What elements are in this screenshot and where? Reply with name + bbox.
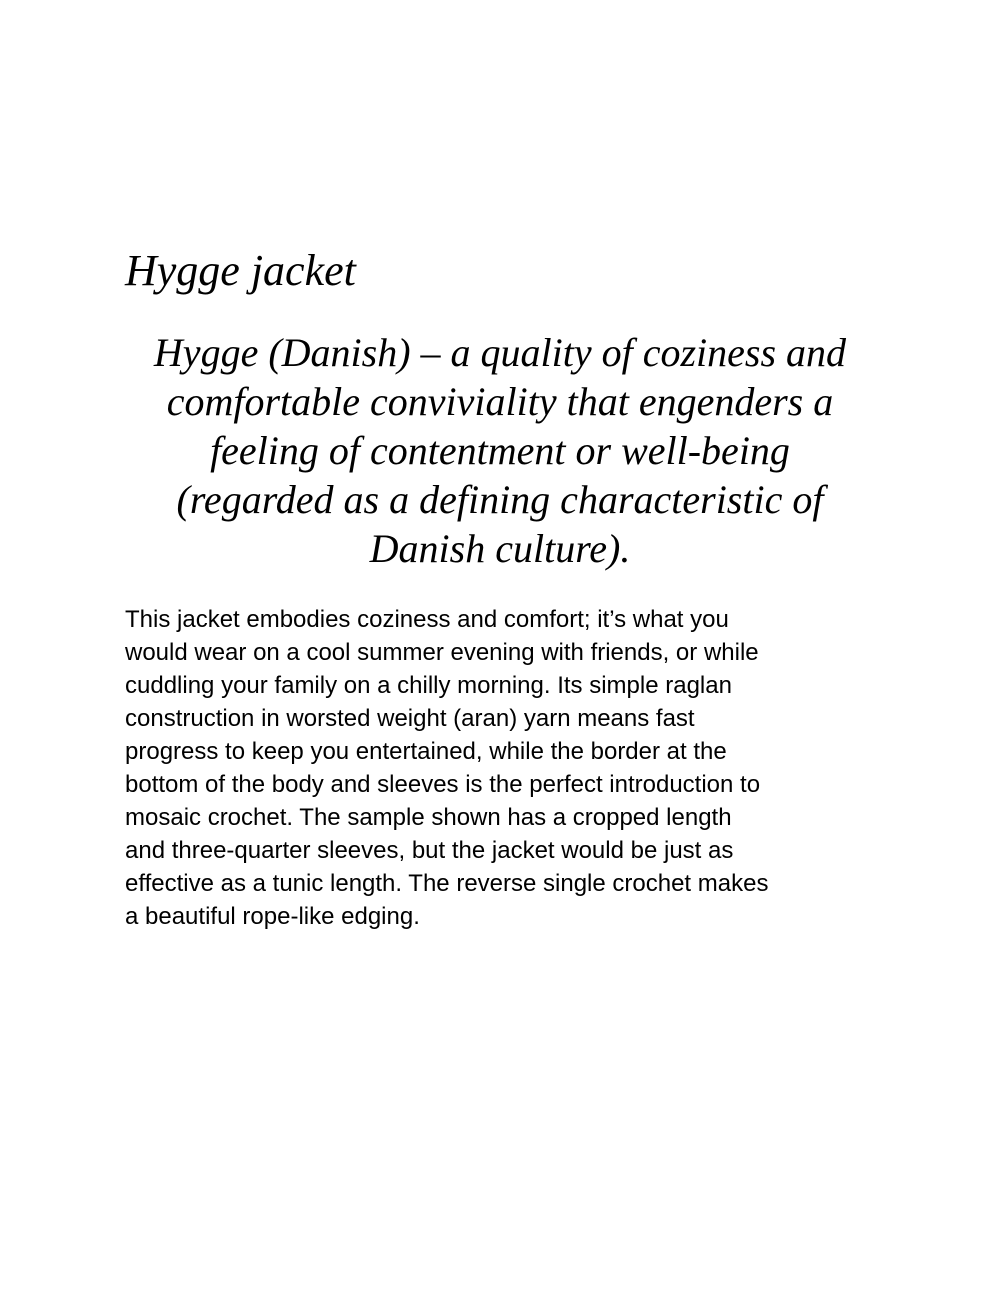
description-line: cuddling your family on a chilly morning. Its simple raglan — [125, 672, 732, 699]
description-line: progress to keep you entertained, while the border at the — [125, 738, 727, 765]
description-line: effective as a tunic length. The reverse single crochet makes — [125, 870, 769, 897]
definition-line: (regarded as a defining characteristic of — [176, 477, 824, 522]
definition-quote — [100, 328, 900, 573]
description-line: bottom of the body and sleeves is the perfect introduction to — [125, 771, 761, 798]
description-line: construction in worsted weight (aran) yarn means fast — [125, 705, 695, 732]
description-line: This jacket embodies coziness and comfort; it’s what you — [125, 606, 729, 633]
description-line: would wear on a cool summer evening with friends, or while — [125, 639, 759, 666]
definition-line: Danish culture). — [369, 526, 631, 571]
definition-line: Hygge (Danish) – a quality of coziness and — [153, 330, 847, 375]
page-title: Hygge jacket — [125, 246, 356, 295]
description-line: a beautiful rope-like edging. — [125, 903, 420, 930]
definition-line: feeling of contentment or well-being — [210, 428, 790, 473]
description-paragraph — [125, 603, 925, 933]
description-line: and three-quarter sleeves, but the jacket would be just as — [125, 837, 734, 864]
definition-line: comfortable conviviality that engenders a — [166, 379, 834, 424]
description-line: mosaic crochet. The sample shown has a cropped length — [125, 804, 732, 831]
